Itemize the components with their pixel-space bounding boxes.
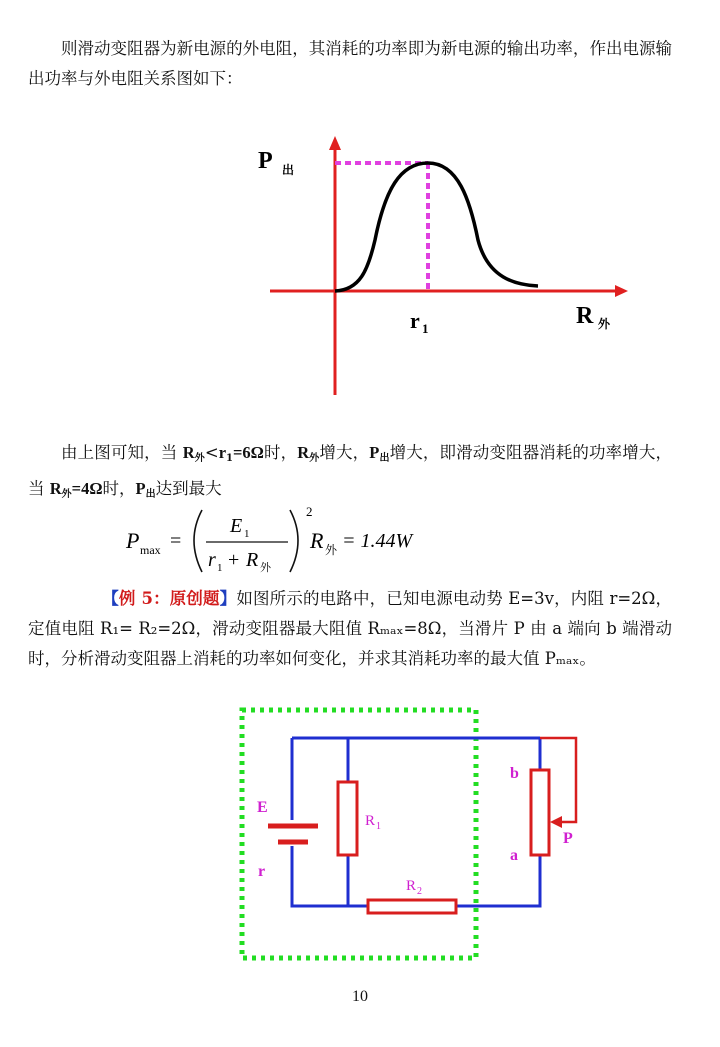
formula-result: = 1.44W	[342, 530, 413, 552]
intro-text: 则滑动变阻器为新电源的外电阻，其消耗的功率即为新电源的输出功率，作出电源输出功率与外电阻关系图如下：	[28, 39, 672, 88]
formula-numerator-sub: 1	[244, 528, 250, 540]
formula-factor-sub: 外	[325, 543, 338, 557]
bottom-wire-right	[456, 855, 540, 906]
formula-denom-plus: +	[228, 549, 240, 571]
label-R1: R	[365, 813, 376, 829]
example-paragraph	[28, 584, 672, 674]
example-text-block	[28, 584, 672, 674]
formula-exponent: 2	[306, 504, 313, 519]
resistor-r1	[338, 782, 357, 855]
rheostat	[531, 770, 549, 855]
x-axis-label: R	[576, 303, 594, 329]
y-axis-label: P	[258, 148, 273, 174]
peak-label-sub: 1	[422, 321, 429, 336]
slider-arrow	[550, 816, 562, 828]
intro-paragraph	[28, 34, 672, 94]
page-number: 10	[352, 988, 368, 1005]
formula-denom-a-sub: 1	[217, 562, 223, 574]
power-curve	[335, 163, 538, 291]
y-axis-arrow	[329, 136, 341, 150]
formula-lhs: P	[126, 528, 140, 553]
example-text: 如图所示的电路中，已知电源电动势 E=3v，内阻 r=2Ω，定值电阻 R₁= R₂=2Ω，滑动变阻器最大阻值 Rₘₐₓ=8Ω，当滑片 P 由 a 端向 b 端滑动时，分析滑动变阻器上消耗的功率如何变化，并求其消耗功率的最大值 Pₘₐₓ。	[28, 589, 672, 668]
formula-denom-a: r	[208, 549, 216, 571]
formula-lhs-sub: max	[140, 543, 161, 557]
example-title: 原创题	[169, 589, 220, 608]
equivalent-source-box	[242, 710, 476, 958]
left-paren	[194, 510, 202, 572]
circuit-diagram	[230, 700, 590, 970]
example-close-bracket: 】	[219, 589, 237, 608]
label-E: E	[257, 799, 268, 816]
formula-denom-b: R	[246, 549, 259, 571]
label-r: r	[258, 863, 266, 880]
label-a: a	[510, 847, 518, 864]
power-resistance-graph	[230, 130, 650, 400]
x-axis-label-sub: 外	[598, 317, 611, 331]
right-paren	[290, 510, 298, 572]
label-R2-sub: 2	[417, 886, 422, 897]
formula-numerator: E	[230, 515, 243, 537]
label-R1-sub: 1	[376, 821, 381, 832]
pmax-formula	[120, 500, 420, 580]
label-b: b	[510, 765, 519, 782]
x-axis-arrow	[615, 285, 628, 297]
example-tag: 例 5：	[118, 589, 170, 608]
y-axis-label-sub: 出	[282, 163, 295, 177]
label-P: P	[563, 830, 573, 847]
formula-equals: =	[170, 530, 182, 552]
resistor-r2	[368, 900, 456, 913]
formula-factor: R	[310, 528, 324, 553]
example-open-bracket: 【	[102, 589, 119, 608]
label-R2: R	[406, 878, 417, 894]
analysis-text: 由上图可知，当 $R_外<r_1=6\Omega$时，$R_外$增大，$P_出$增大，即滑动变阻器消耗的功率增大，当 $R_外=4\Omega$时，$P_出$达到最大	[28, 443, 673, 500]
peak-label: r	[410, 308, 420, 333]
formula-denom-b-sub: 外	[260, 562, 271, 574]
